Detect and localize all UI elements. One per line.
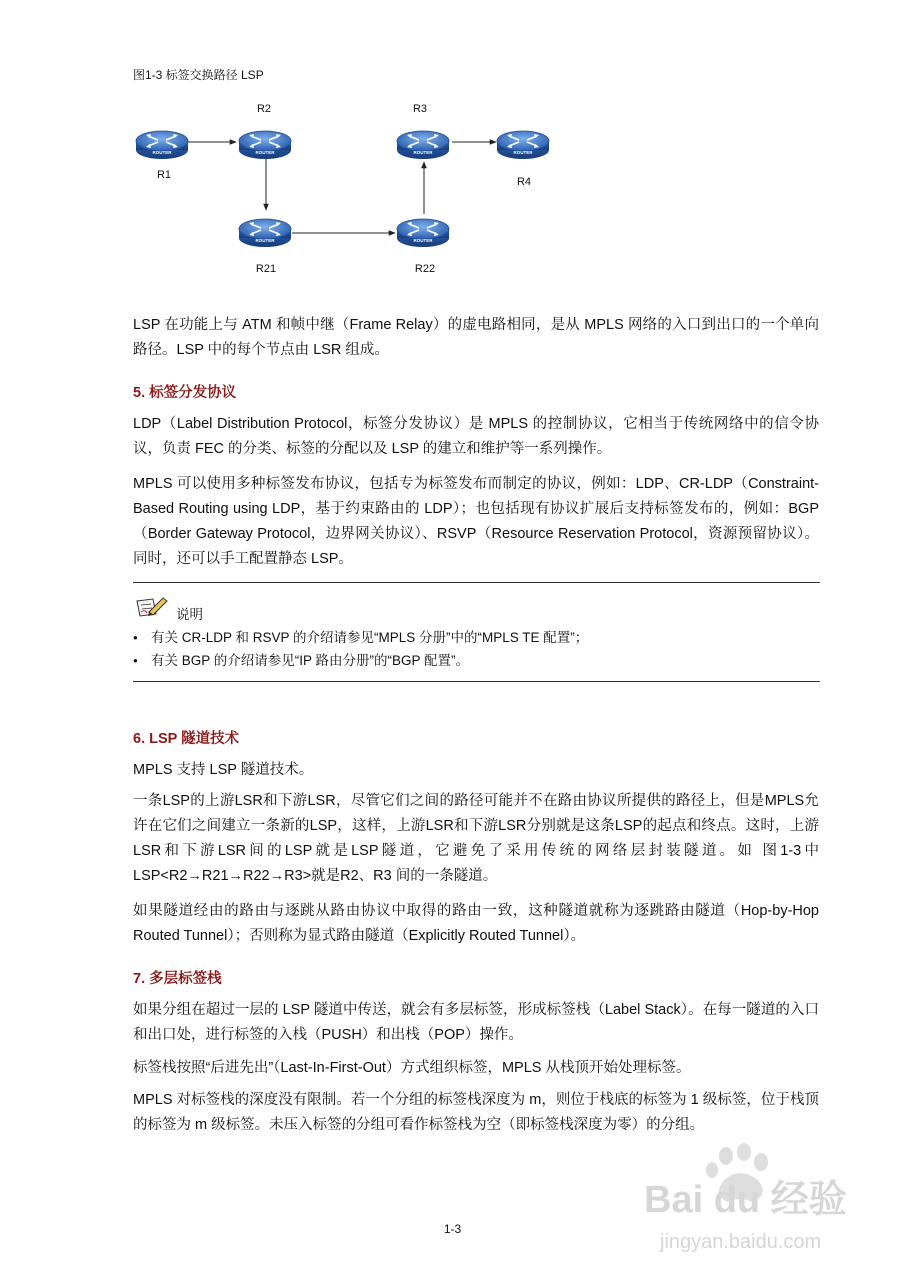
node-label-r22: R22 — [414, 263, 436, 275]
heading-label-distribution: 5. 标签分发协议 — [133, 385, 237, 401]
svg-text:ROUTER: ROUTER — [413, 238, 433, 243]
heading-lsp-tunnel: 6. LSP 隧道技术 — [133, 731, 240, 747]
lsp-diagram — [0, 0, 905, 300]
node-label-r3: R3 — [412, 103, 428, 115]
router-r1-icon — [136, 131, 188, 159]
note-item: ● 有关 BGP 的介绍请参见“IP 路由分册”的“BGP 配置”。 — [133, 649, 819, 672]
svg-text:Bai du 经验: Bai du 经验 — [644, 1179, 847, 1221]
svg-text:jingyan.baidu.com: jingyan.baidu.com — [660, 1231, 822, 1253]
heading-label-stack: 7. 多层标签栈 — [133, 971, 222, 987]
paragraph-tunnel-desc: 一条LSP的上游LSR和下游LSR，尽管它们之间的路径可能并不在路由协议所提供的路径上，但是MPLS允许在它们之间建立一条新的LSP，这样，上游LSR和下游LSR分别就是这条LSP的起点和终点。这时，上游LSR和下游LSR间的LSP就是LSP隧道，它避免了采用传统的网络层封装隧道。如 图1-3中LSP<R2→R21→R22→R3>就是R2、R3 间的一条隧道。 — [133, 793, 819, 884]
baidu-watermark-logo — [640, 1140, 870, 1270]
svg-text:ROUTER: ROUTER — [152, 150, 172, 155]
note-pencil-icon — [135, 596, 169, 618]
node-label-r2: R2 — [256, 103, 272, 115]
paragraph-hop-by-hop: 如果隧道经由的路由与逐跳从路由协议中取得的路由一致，这种隧道就称为逐跳路由隧道（Hop-by-Hop Routed Tunnel）；否则称为显式路由隧道（Explicitly Routed Tunnel）。 — [133, 903, 819, 944]
figure-caption: 图1-3 标签交换路径 LSP — [133, 68, 264, 82]
note-list — [133, 626, 819, 672]
router-r22-icon — [397, 219, 449, 247]
paragraph-tunnel-support: MPLS 支持 LSP 隧道技术。 — [133, 762, 314, 778]
node-label-r1: R1 — [156, 169, 172, 181]
svg-text:ROUTER: ROUTER — [255, 150, 275, 155]
paragraph-lsp-intro: LSP 在功能上与 ATM 和帧中继（Frame Relay）的虚电路相同，是从 MPLS 网络的入口到出口的一个单向路径。LSP 中的每个节点由 LSR 组成。 — [133, 317, 819, 358]
node-label-r4: R4 — [516, 176, 532, 188]
paragraph-depth: MPLS 对标签栈的深度没有限制。若一个分组的标签栈深度为 m，则位于栈底的标签为 1 级标签，位于栈顶的标签为 m 级标签。未压入标签的分组可看作标签栈为空（即标签栈深度为零）的分组。 — [133, 1092, 819, 1133]
paragraph-ldp: LDP（Label Distribution Protocol，标签分发协议）是 MPLS 的控制协议，它相当于传统网络中的信令协议，负责 FEC 的分类、标签的分配以及 LSP 的建立和维护等一系列操作。 — [133, 416, 819, 457]
svg-text:ROUTER: ROUTER — [413, 150, 433, 155]
page-number: 1-3 — [443, 1222, 462, 1236]
note-bottom-divider — [133, 681, 820, 682]
note-item: ● 有关 CR-LDP 和 RSVP 的介绍请参见“MPLS 分册”中的“MPLS TE 配置”； — [133, 626, 819, 649]
router-r2-icon — [239, 131, 291, 159]
paragraph-lifo: 标签栈按照“后进先出”（Last-In-First-Out）方式组织标签，MPLS 从栈顶开始处理标签。 — [133, 1060, 691, 1076]
router-r3-icon — [397, 131, 449, 159]
router-r21-icon — [239, 219, 291, 247]
note-top-divider — [133, 582, 820, 583]
paragraph-label-stack: 如果分组在超过一层的 LSP 隧道中传送，就会有多层标签，形成标签栈（Label Stack）。在每一隧道的入口和出口处，进行标签的入栈（PUSH）和出栈（POP）操作。 — [133, 1002, 819, 1043]
node-label-r21: R21 — [255, 263, 277, 275]
svg-text:ROUTER: ROUTER — [513, 150, 533, 155]
svg-text:ROUTER: ROUTER — [255, 238, 275, 243]
paragraph-mpls-protocols: MPLS 可以使用多种标签发布协议，包括专为标签发布而制定的协议，例如：LDP、CR-LDP（Constraint-Based Routing using LDP，基于约束路由的 LDP）；也包括现有协议扩展后支持标签发布的，例如：BGP（Border Gateway Protocol，边界网关协议）、RSVP（Resource Reservation Protocol，资源预留协议）。同时，还可以手工配置静态 LSP。 — [133, 476, 819, 567]
router-r4-icon — [497, 131, 549, 159]
note-title: 说明 — [176, 607, 203, 622]
